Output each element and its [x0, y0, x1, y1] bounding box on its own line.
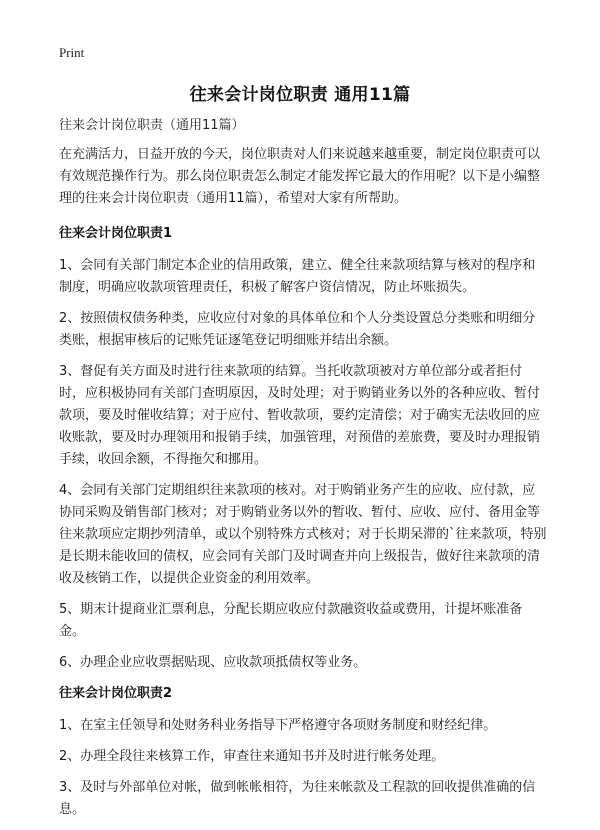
document-title: 往来会计岗位职责 通用11篇: [189, 85, 411, 105]
print-label: Print: [59, 45, 85, 60]
list-item: 6、办理企业应收票据贴现、应收款项抵债权等业务。: [59, 655, 367, 670]
document-subtitle: 往来会计岗位职责（通用11篇）: [59, 118, 245, 133]
list-item: 3、及时与外部单位对帐，做到帐帐相符，为往来帐款及工程款的回收提供准确的信息。: [59, 780, 536, 817]
section-heading: 往来会计岗位职责1: [59, 226, 173, 241]
section-1: [59, 224, 547, 674]
list-item: 5、期末计提商业汇票利息，分配长期应收应付款融资收益或费用，计提坏账准备金。: [59, 602, 523, 639]
intro-paragraph: 在充满活力，日益开放的今天，岗位职责对人们来说越来越重要，制定岗位职责可以有效规范操作行为。那么岗位职责怎么制定才能发挥它最大的作用呢？以下是小编整理的往来会计岗位职责（通用11篇），希望对大家有所帮助。: [59, 147, 541, 206]
section-heading: 往来会计岗位职责2: [59, 686, 173, 701]
list-item: 1、在室主任领导和处财务科业务指导下严格遵守各项财务制度和财经纪律。: [59, 718, 497, 733]
document-body: [59, 116, 547, 830]
list-item: 1、会同有关部门制定本企业的信用政策，建立、健全往来款项结算与核对的程序和制度，明确应收款项管理责任，积极了解客户资信情况，防止坏账损失。: [59, 258, 536, 295]
list-item: 2、按照债权债务种类，应收应付对象的具体单位和个人分类设置总分类账和明细分类账，根据审核后的记账凭证逐笔登记明细账并结出余额。: [59, 311, 536, 348]
section-2: [59, 684, 547, 821]
list-item: 2、办理全段往来核算工作，审查往来通知书并及时进行帐务处理。: [59, 749, 445, 764]
list-item: 4、会同有关部门定期组织往来款项的核对。对于购销业务产生的应收、应付款，应协同采购及销售部门核对；对于购销业务以外的暂收、暂付、应收、应付、备用金等往来款项应定期抄列清单，或以个别特殊方式核对；对于长期呆滞的`往来款项，特别是长期未能收回的债权，应会同有关部门及时调查并向上级报告，做好往来款项的清收及核销工作，以提供企业资金的利用效率。: [59, 483, 547, 586]
list-item: 3、督促有关方面及时进行往来款项的结算。当托收款项被对方单位部分或者拒付时，应积极协同有关部门查明原因，及时处理；对于购销业务以外的各种应收、暂付款项，要及时催收结算；对于应付、暂收款项，要约定清偿；对于确实无法收回的应收账款，要及时办理领用和报销手续，加强管理，对预借的差旅费，要及时办理报销手续，收回余额，不得拖欠和挪用。: [59, 364, 541, 467]
